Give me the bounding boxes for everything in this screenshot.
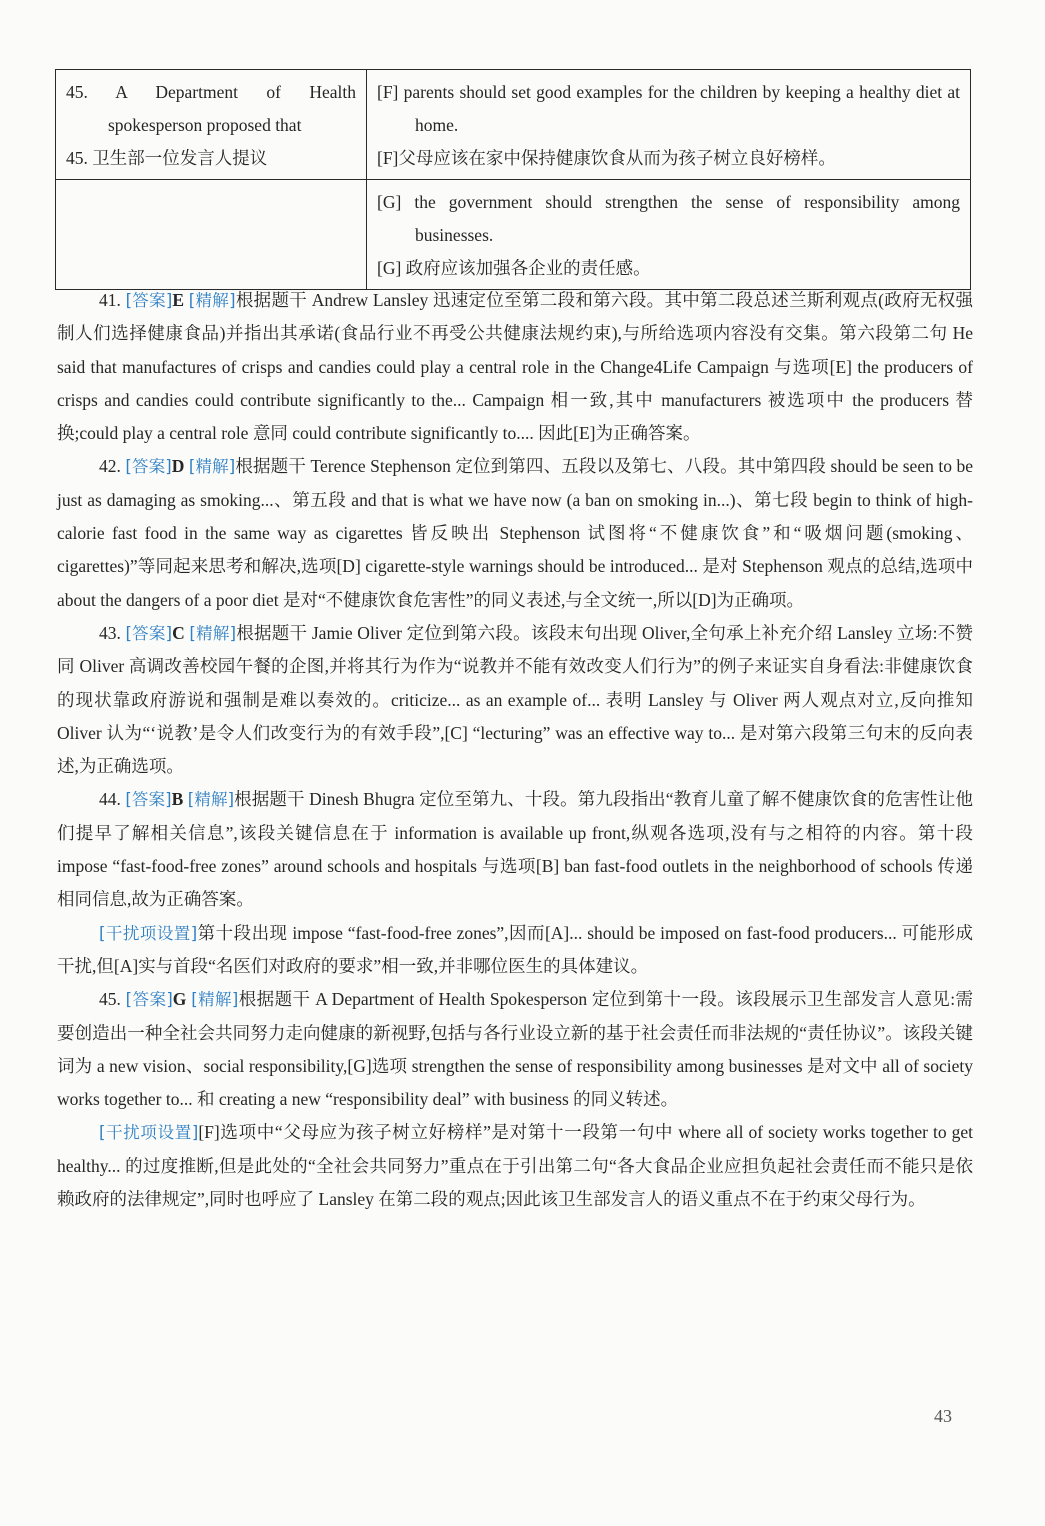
answer-letter: D	[171, 456, 185, 477]
explanation-45	[57, 983, 973, 1116]
item-number: 44.	[99, 789, 121, 810]
explanation-41	[57, 284, 973, 450]
page-number: 43	[934, 1406, 952, 1426]
answer-tag: [答案]	[125, 790, 172, 810]
interference-tag: [干扰项设置]	[99, 1123, 199, 1143]
item-number: 42.	[99, 456, 121, 477]
analysis-tag: [精解]	[188, 291, 236, 310]
table-cell-question	[56, 70, 367, 180]
table-cell-option-g	[367, 180, 971, 290]
answer-letter: E	[172, 290, 185, 310]
analysis-tag: [精解]	[191, 990, 239, 1010]
explanation-text: 根据题干 Dinesh Bhugra 定位至第九、十段。第九段指出“教育儿童了解不健康饮食的危害性让他们提早了解相关信息”,该段关键信息在于 information is available up front,纵观各选项,没有与之相符的内容。第十段 impose “fast-food-free zones” around schools and hospitals 与选项[B] ban fast-food outlets in the neighborhood of schools 传递相同信息,故为正确答案。	[57, 789, 974, 910]
question-zh: 45. 卫生部一位发言人提议	[66, 148, 268, 168]
explanation-43	[57, 617, 973, 783]
item-number: 41.	[99, 290, 121, 310]
explanation-text: 根据题干 Andrew Lansley 迅速定位至第二段和第六段。其中第二段总述兰斯利观点(政府无权强制人们选择健康食品)并指出其承诺(食品行业不再受公共健康法规约束),与所给选项内容没有交集。第六段第二句 He said that manufactures of crisps and candies could play a central role in the Change4Life Campaign 与选项[E] the producers of crisps and candies could contribute significantly to the... Campaign 相一致,其中 manufacturers 被选项中 the producers 替换;could play a central role 意同 could contribute significantly to.... 因此[E]为正确答案。	[57, 290, 974, 444]
answer-tag: [答案]	[125, 291, 173, 310]
interference-text: 第十段出现 impose “fast-food-free zones”,因而[A]... should be imposed on fast-food producers... 可能形成干扰,但[A]实与首段“名医们对政府的要求”相一致,并非哪位医生的具体建议。	[57, 922, 973, 976]
explanation-text: 根据题干 A Department of Health Spokesperson 定位到第十一段。该段展示卫生部发言人意见:需要创造出一种全社会共同努力走向健康的新视野,包括与各行业设立新的基于社会责任而非法规的“责任协议”。该段关键词为 a new vision、social responsibility,[G]选项 strengthen the sense of responsibility among businesses 是对文中 all of society works together to... 和 creating a new “responsibility deal” with business 的同义转述。	[57, 989, 974, 1110]
analysis-tag: [精解]	[188, 457, 236, 477]
answer-tag: [答案]	[125, 457, 172, 477]
interference-45	[57, 1116, 973, 1216]
item-number: 45.	[99, 989, 121, 1010]
option-g-en: [G] the government should strengthen the sense of responsibility among businesses.	[377, 192, 960, 245]
question-en-line2: spokesperson proposed that	[108, 115, 302, 135]
explanation-text: 根据题干 Jamie Oliver 定位到第六段。该段末句出现 Oliver,全句承上补充介绍 Lansley 立场:不赞同 Oliver 高调改善校园午餐的企图,并将其行为作为“说教并不能有效改变人们行为”的例子来证实自身看法:非健康饮食的现状靠政府游说和强制是难以奏效的。criticize... as an example of... 表明 Lansley 与 Oliver 两人观点对立,反向推知 Oliver 认为“‘说教’是令人们改变行为的有效手段”,[C] “lecturing” was an effective way to... 是对第六段第三句末的反向表述,为正确选项。	[57, 622, 974, 777]
table-cell-option-f	[367, 70, 971, 180]
analysis-tag: [精解]	[189, 623, 237, 643]
explanation-42	[57, 450, 973, 616]
option-f-zh: [F]父母应该在家中保持健康饮食从而为孩子树立良好榜样。	[377, 148, 836, 168]
table-row	[56, 180, 971, 290]
answer-letter: C	[172, 622, 185, 643]
answer-letter: G	[172, 989, 187, 1010]
explanation-text: 根据题干 Terence Stephenson 定位到第四、五段以及第七、八段。其中第四段 should be seen to be just as damaging as smoking...、第五段 and that is what we have now (a ban on smoking in...)、第七段 begin to think of high-calorie fast food in the same way as cigarettes 皆反映出 Stephenson 试图将“不健康饮食”和“吸烟问题(smoking、cigarettes)”等同起来思考和解决,选项[D] cigarette-style warnings should be introduced... 是对 Stephenson 观点的总结,选项中 about the dangers of a poor diet 是对“不健康饮食危害性”的同义表述,与全文统一,所以[D]为正确项。	[57, 456, 974, 610]
interference-44	[57, 917, 973, 984]
explanation-44	[57, 783, 973, 916]
option-g-zh: [G] 政府应该加强各企业的责任感。	[377, 258, 651, 278]
interference-text: [F]选项中“父母应为孩子树立好榜样”是对第十一段第一句中 where all of society works together to get healthy... 的过度推断,但是此处的“全社会共同努力”重点在于引出第二句“各大食品企业应担负起社会责任而不能只是依赖政府的法律规定”,同时也呼应了 Lansley 在第二段的观点;因此该卫生部发言人的语义重点不在于约束父母行为。	[57, 1122, 973, 1210]
matching-table	[55, 69, 971, 290]
interference-tag: [干扰项设置]	[99, 923, 198, 943]
answer-tag: [答案]	[125, 990, 173, 1010]
option-f-en: [F] parents should set good examples for the children by keeping a healthy diet at home.	[377, 82, 960, 135]
table-row	[56, 70, 971, 180]
table-cell-empty	[56, 180, 367, 290]
answer-tag: [答案]	[125, 623, 173, 643]
analysis-tag: [精解]	[187, 790, 235, 810]
item-number: 43.	[99, 622, 121, 643]
question-en-line1: 45. A Department of Health	[66, 82, 356, 102]
answer-letter: B	[171, 789, 184, 810]
answer-explanations	[57, 284, 973, 1216]
